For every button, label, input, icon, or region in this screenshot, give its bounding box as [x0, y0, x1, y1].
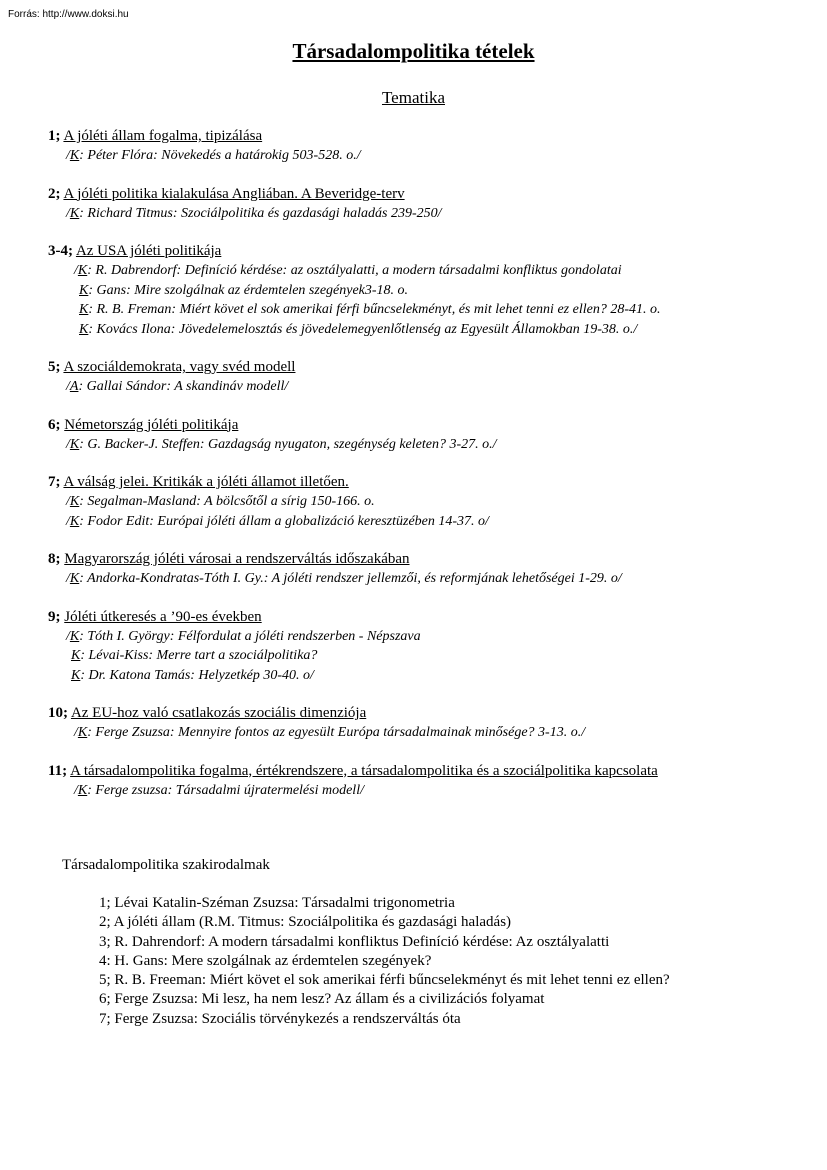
topic-number: 5; — [48, 359, 61, 375]
topic-heading — [48, 550, 818, 569]
topic-number: 6; — [48, 416, 61, 433]
topic-title: A társadalompolitika fogalma, értékrendszere, a társadalompolitika és a szociálpolitika kapcsolata — [70, 762, 658, 779]
reference-text: : R. B. Freman: Miért követ el sok amerikai férfi bűncselekményt, és mit lehet tenni ez ellen? 28-41. o. — [88, 302, 661, 317]
topic-heading — [48, 473, 818, 492]
topic-heading — [48, 704, 818, 723]
literature-section — [62, 856, 802, 1029]
reference-prefix: / — [74, 263, 78, 278]
topic-reference — [48, 512, 818, 532]
reference-marker: A — [69, 379, 79, 394]
reference-prefix: / — [74, 782, 78, 798]
page-title: Társadalompolitika tételek — [292, 39, 535, 63]
literature-item: 2; A jóléti állam (R.M. Titmus: Szociálpolitika és gazdasági haladás) — [99, 914, 512, 931]
reference-prefix: / — [66, 148, 70, 163]
reference-text: : Lévai-Kiss: Merre tart a szociálpolitika? — [80, 648, 318, 663]
topic-reference — [48, 261, 818, 281]
literature-item: 3; R. Dahrendorf: A modern társadalmi konfliktus Definíció kérdése: Az osztályalatti — [99, 933, 610, 950]
reference-marker: K — [69, 513, 80, 529]
reference-prefix: / — [66, 628, 70, 644]
reference-prefix: / — [66, 494, 70, 509]
topic-reference — [48, 492, 818, 512]
topic-heading — [48, 762, 818, 781]
topic-item — [48, 185, 818, 224]
topic-item — [48, 762, 818, 801]
literature-item: 4: H. Gans: Mere szolgálnak az érdemtelen szegények? — [99, 952, 432, 969]
topic-number: 11; — [48, 762, 68, 779]
reference-text: : G. Backer-J. Steffen: Gazdagság nyugaton, szegénység keleten? 3-27. o./ — [79, 436, 497, 452]
topic-title: Jóléti útkeresés a ’90-es években — [64, 608, 262, 625]
reference-text: : Ferge Zsuzsa: Mennyire fontos az egyesült Európa társadalmainak minősége? 3-13. o./ — [87, 725, 586, 740]
topic-reference — [48, 377, 818, 397]
reference-marker: K — [77, 782, 88, 798]
topic-number: 10; — [48, 705, 68, 721]
reference-marker: K — [79, 282, 89, 298]
topic-title: A jóléti állam fogalma, tipizálása — [63, 128, 263, 144]
topic-reference — [48, 646, 818, 666]
topic-reference — [48, 569, 818, 589]
reference-marker: K — [69, 494, 80, 509]
literature-item: 5; R. B. Freeman: Miért követ el sok amerikai férfi bűncselekményt és mit lehet tenni ez ellen? — [99, 972, 670, 989]
reference-prefix: / — [66, 571, 70, 586]
reference-text: : Richard Titmus: Szociálpolitika és gazdasági haladás 239-250/ — [79, 205, 442, 221]
topic-title: A szociáldemokrata, vagy svéd modell — [63, 359, 296, 375]
topic-list — [48, 127, 818, 819]
reference-text: : Péter Flóra: Növekedés a határokig 503-528. o./ — [79, 148, 361, 163]
literature-item: 1; Lévai Katalin-Széman Zsuzsa: Társadalmi trigonometria — [99, 895, 455, 911]
reference-prefix: / — [66, 379, 70, 394]
reference-text: : Segalman-Masland: A bölcsőtől a sírig 150-166. o. — [79, 494, 375, 509]
literature-list — [99, 894, 802, 1029]
reference-text: : Andorka-Kondratas-Tóth I. Gy.: A jóléti rendszer jellemzői, és reformjának lehetőségei 1-29. o/ — [79, 571, 622, 586]
topic-number: 8; — [48, 551, 61, 567]
topic-item — [48, 704, 818, 743]
topic-heading — [48, 608, 818, 627]
topic-reference — [48, 204, 818, 224]
reference-marker: K — [69, 436, 80, 452]
reference-marker: K — [71, 648, 81, 663]
reference-marker: K — [79, 302, 89, 317]
reference-text: : Tóth I. György: Félfordulat a jóléti rendszerben - Népszava — [79, 628, 421, 644]
topic-reference — [48, 320, 818, 340]
reference-text: : Fodor Edit: Európai jóléti állam a globalizáció keresztüzében 14-37. o/ — [79, 513, 489, 529]
reference-text: : Gans: Mire szolgálnak az érdemtelen szegények3-18. o. — [88, 282, 409, 298]
reference-text: : R. Dabrendorf: Definíció kérdése: az osztályalatti, a modern társadalmi konfliktus gondolatai — [87, 263, 622, 278]
topic-number: 3-4; — [48, 243, 73, 259]
reference-prefix: / — [66, 513, 70, 529]
reference-text: : Dr. Katona Tamás: Helyzetkép 30-40. o/ — [80, 667, 314, 683]
reference-marker: K — [77, 725, 88, 740]
topic-item — [48, 608, 818, 686]
topic-heading — [48, 416, 818, 435]
reference-marker: K — [69, 571, 80, 586]
topic-reference — [48, 281, 818, 301]
topic-heading — [48, 185, 818, 204]
topic-number: 9; — [48, 608, 61, 625]
topic-number: 2; — [48, 185, 61, 202]
topic-number: 1; — [48, 128, 61, 144]
topic-heading — [48, 127, 818, 146]
reference-marker: K — [69, 148, 80, 163]
topic-heading — [48, 242, 818, 261]
topic-item — [48, 358, 818, 397]
topic-reference — [48, 627, 818, 647]
topic-title: A válság jelei. Kritikák a jóléti államot illetően. — [63, 474, 349, 490]
topic-reference — [48, 435, 818, 455]
topic-reference — [48, 723, 818, 743]
reference-marker: K — [71, 667, 81, 683]
topic-reference — [48, 300, 818, 320]
topic-reference — [48, 781, 818, 801]
topic-reference — [48, 146, 818, 166]
topic-item — [48, 416, 818, 455]
topic-heading — [48, 358, 818, 377]
literature-title: Társadalompolitika szakirodalmak — [62, 857, 270, 873]
topic-item — [48, 550, 818, 589]
reference-marker: K — [79, 321, 89, 337]
literature-item: 6; Ferge Zsuzsa: Mi lesz, ha nem lesz? Az állam és a civilizációs folyamat — [99, 991, 545, 1008]
topic-title: Az EU-hoz való csatlakozás szociális dimenziója — [70, 705, 367, 721]
topic-item — [48, 242, 818, 339]
topic-number: 7; — [48, 474, 61, 490]
literature-item: 7; Ferge Zsuzsa: Szociális törvénykezés a rendszerváltás óta — [99, 1010, 461, 1027]
topic-title: Az USA jóléti politikája — [75, 243, 222, 259]
reference-prefix: / — [66, 205, 70, 221]
topic-item — [48, 473, 818, 531]
page-subtitle: Tematika — [381, 88, 445, 107]
topic-title: Magyarország jóléti városai a rendszerváltás időszakában — [64, 551, 410, 567]
reference-text: : Ferge zsuzsa: Társadalmi újratermelési modell/ — [87, 782, 364, 798]
reference-marker: K — [69, 205, 80, 221]
topic-reference — [48, 666, 818, 686]
reference-prefix: / — [74, 725, 78, 740]
reference-text: : Gallai Sándor: A skandináv modell/ — [78, 379, 289, 394]
reference-marker: K — [77, 263, 88, 278]
source-note: Forrás: http://www.doksi.hu — [8, 9, 129, 20]
reference-text: : Kovács Ilona: Jövedelemelosztás és jövedelemegyenlőtlenség az Egyesült Államokban 19-38. o./ — [88, 321, 638, 337]
topic-item — [48, 127, 818, 166]
topic-title: A jóléti politika kialakulása Angliában. A Beveridge-terv — [63, 185, 405, 202]
reference-marker: K — [69, 628, 80, 644]
topic-title: Németország jóléti politikája — [64, 416, 239, 433]
reference-prefix: / — [66, 436, 70, 452]
